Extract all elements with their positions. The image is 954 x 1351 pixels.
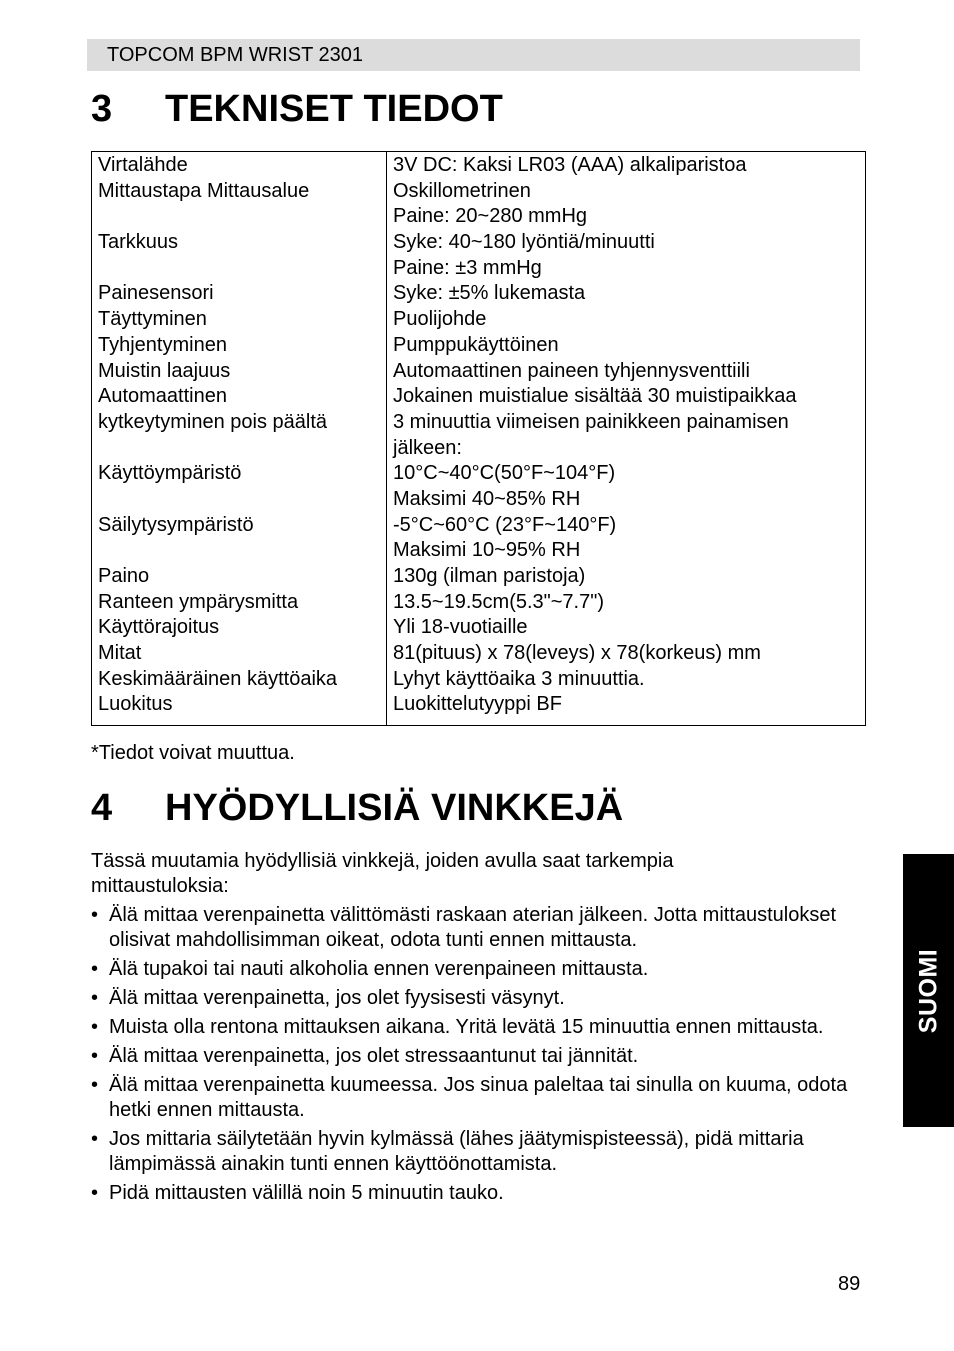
header-title: TOPCOM BPM WRIST 2301	[107, 44, 363, 66]
spec-right-line: Automaattinen paineen tyhjennysventtiili	[393, 359, 750, 382]
language-tab-label: SUOMI	[914, 948, 942, 1033]
bullet-icon: •	[91, 987, 99, 1009]
bullet-icon: •	[91, 1182, 99, 1204]
tip-text: Älä mittaa verenpainetta, jos olet fyysisesti väsynyt.	[109, 987, 565, 1009]
spec-right-line: 3 minuuttia viimeisen painikkeen painamisen	[393, 410, 789, 433]
bullet-icon: •	[91, 958, 99, 980]
bullet-icon: •	[91, 1074, 99, 1096]
spec-left-line	[98, 256, 383, 282]
spec-right-line: Luokittelutyyppi BF	[393, 693, 562, 716]
tip-text: Älä tupakoi tai nauti alkoholia ennen verenpaineen mittausta.	[109, 958, 649, 980]
tip-text: Muista olla rentona mittauksen aikana. Yritä levätä 15 minuuttia ennen mittausta.	[109, 1016, 824, 1038]
spec-left-line: Painesensori	[98, 282, 214, 305]
spec-right-line: Lyhyt käyttöaika 3 minuuttia.	[393, 667, 645, 690]
spec-left-line: Mittaustapa Mittausalue	[98, 179, 310, 202]
spec-left-line: Automaattinen	[98, 385, 227, 408]
section-4-number: 4	[91, 787, 113, 829]
table-divider	[386, 152, 387, 725]
tip-item	[91, 1044, 866, 1069]
spec-left-line	[98, 538, 383, 564]
spec-table	[91, 151, 866, 726]
spec-left-line: Käyttörajoitus	[98, 616, 220, 639]
tip-item	[91, 957, 866, 982]
spec-right-line: jälkeen:	[393, 436, 462, 459]
tip-text: Älä mittaa verenpainetta, jos olet stressaantunut tai jännität.	[109, 1045, 639, 1067]
spec-right-line: Puolijohde	[393, 308, 487, 331]
tip-item	[91, 1015, 866, 1040]
section-3-title: TEKNISET TIEDOT	[165, 88, 503, 130]
spec-left-line: Paino	[98, 565, 150, 587]
spec-labels-column	[98, 153, 383, 718]
spec-right-line: 3V DC: Kaksi LR03 (AAA) alkaliparistoa	[393, 154, 747, 176]
tip-item	[91, 903, 866, 953]
tip-text: Älä mittaa verenpainetta kuumeessa. Jos sinua paleltaa tai sinulla on kuuma, odota hetki ennen mittausta.	[109, 1074, 848, 1121]
spec-left-line: Tarkkuus	[98, 231, 179, 254]
tip-text: Pidä mittausten välillä noin 5 minuutin tauko.	[109, 1182, 504, 1204]
tip-text: Jos mittaria säilytetään hyvin kylmässä (lähes jäätymispisteessä), pidä mittaria lämpimässä ainakin tunti ennen käyttöönottamista.	[109, 1128, 804, 1175]
spec-right-line: 130g (ilman paristoja)	[393, 565, 586, 587]
section-3-number: 3	[91, 88, 113, 130]
spec-values-column	[393, 153, 863, 718]
footnote: *Tiedot voivat muuttua.	[91, 742, 295, 764]
spec-left-line	[98, 487, 383, 513]
spec-left-line: Luokitus	[98, 693, 173, 716]
spec-right-line: Syke: 40~180 lyöntiä/minuutti	[393, 231, 655, 254]
spec-right-line: Maksimi 40~85% RH	[393, 487, 581, 510]
spec-left-line: Säilytysympäristö	[98, 513, 254, 536]
spec-right-line: 81(pituus) x 78(leveys) x 78(korkeus) mm	[393, 642, 761, 665]
spec-left-line: kytkeytyminen pois päältä	[98, 410, 328, 433]
bullet-icon: •	[91, 1128, 99, 1150]
section-4-title: HYÖDYLLISIÄ VINKKEJÄ	[165, 787, 624, 829]
tips-intro: Tässä muutamia hyödyllisiä vinkkejä, joiden avulla saat tarkempia mittaustuloksia:	[91, 850, 674, 897]
spec-right-line: Oskillometrinen	[393, 179, 531, 202]
tip-text: Älä mittaa verenpainetta välittömästi raskaan aterian jälkeen. Jotta mittaustulokset olisivat mahdollisimman oikeat, odota tunti ennen mittausta.	[109, 904, 837, 951]
tips-list	[91, 903, 866, 1210]
section-4-heading	[91, 786, 623, 830]
bullet-icon: •	[91, 1045, 99, 1067]
tip-item	[91, 986, 866, 1011]
bullet-icon: •	[91, 904, 99, 926]
spec-right-line: Jokainen muistialue sisältää 30 muistipaikkaa	[393, 385, 797, 408]
spec-left-line: Mitat	[98, 642, 142, 665]
spec-left-line: Täyttyminen	[98, 308, 207, 331]
spec-left-line	[98, 204, 383, 230]
spec-right-line: Yli 18-vuotiaille	[393, 616, 528, 639]
spec-left-line: Ranteen ympärysmitta	[98, 590, 299, 613]
spec-left-line: Keskimääräinen käyttöaika	[98, 667, 338, 690]
section-3-heading	[91, 87, 503, 131]
spec-left-line: Muistin laajuus	[98, 359, 231, 382]
spec-right-line: 10°C~40°C(50°F~104°F)	[393, 462, 616, 485]
spec-left-line: Virtalähde	[98, 154, 188, 176]
tip-item	[91, 1181, 866, 1206]
spec-right-line: Paine: ±3 mmHg	[393, 256, 542, 279]
spec-left-line: Käyttöympäristö	[98, 462, 242, 485]
spec-right-line: Syke: ±5% lukemasta	[393, 282, 586, 305]
tip-item	[91, 1127, 866, 1177]
language-tab	[903, 854, 954, 1127]
spec-right-line: 13.5~19.5cm(5.3"~7.7")	[393, 590, 604, 613]
page-header	[87, 39, 860, 71]
tip-item	[91, 1073, 866, 1123]
spec-right-line: Maksimi 10~95% RH	[393, 539, 581, 562]
spec-left-line: Tyhjentyminen	[98, 333, 227, 356]
bullet-icon: •	[91, 1016, 99, 1038]
spec-right-line: -5°C~60°C (23°F~140°F)	[393, 513, 617, 536]
spec-left-line	[98, 436, 383, 462]
page-number: 89	[838, 1273, 861, 1295]
spec-right-line: Paine: 20~280 mmHg	[393, 205, 588, 228]
spec-right-line: Pumppukäyttöinen	[393, 333, 559, 356]
